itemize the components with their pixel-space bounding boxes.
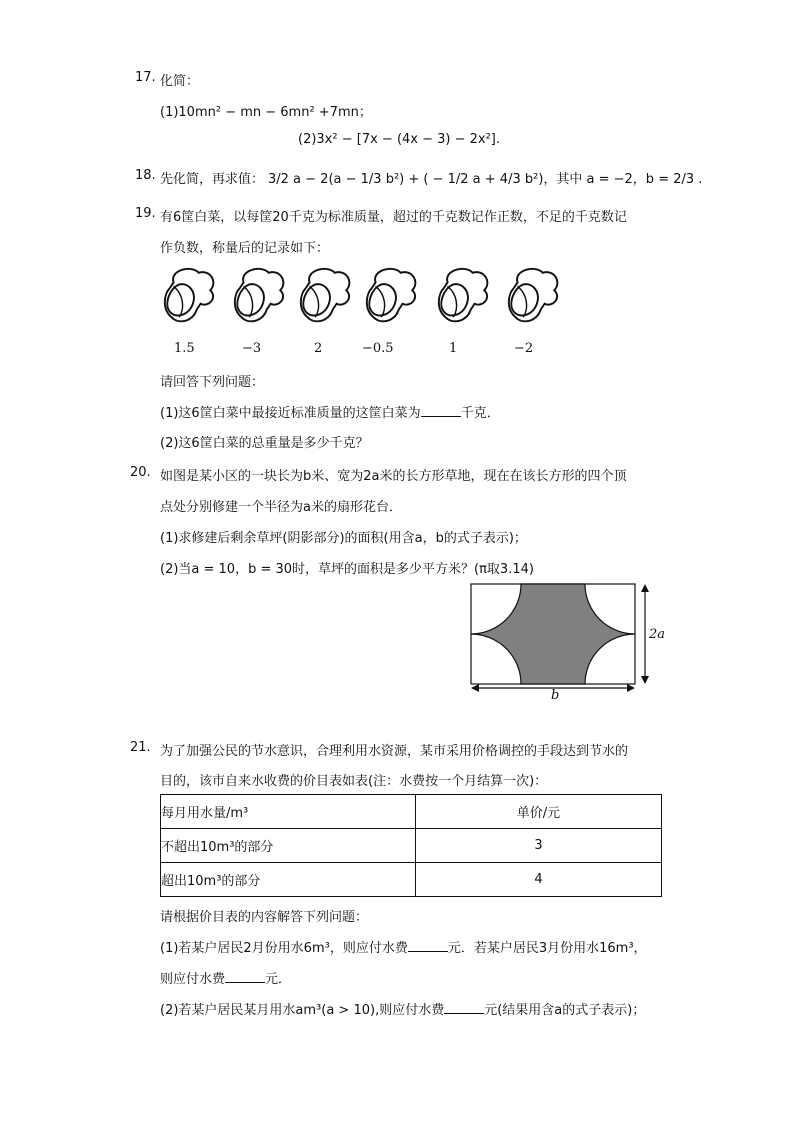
cabbage-icon <box>296 265 354 327</box>
q19-part1 <box>160 402 500 421</box>
q17-part1: (1)10mn² − mn − 6mn² +7mn； <box>160 105 372 120</box>
q20-line2: 点处分别修建一个半径为a米的扇形花台． <box>160 500 402 515</box>
q21-ask: 请根据价目表的内容解答下列问题： <box>160 910 369 925</box>
q21-part1-text: (1)若某户居民2月份用水6m³，则应付水费 <box>160 941 408 956</box>
table-header-row <box>161 795 662 829</box>
q19-part2: (2)这6筐白菜的总重量是多少千克？ <box>160 436 369 451</box>
weight-value: 1 <box>449 341 458 356</box>
q20-part2: (2)当a = 10，b = 30时，草坪的面积是多少平方米？(π取3.14) <box>160 562 534 577</box>
arrow-up-icon <box>641 584 649 592</box>
weight-value: −2 <box>514 341 534 356</box>
q20-line1: 如图是某小区的一块长为b米、宽为2a米的长方形草地，现在在该长方形的四个顶 <box>160 469 627 484</box>
q20-part1: (1)求修建后剩余草坪(阴影部分)的面积(用含a，b的式子表示)； <box>160 531 527 546</box>
q21-part1-unit: 元． <box>265 972 292 987</box>
table-row <box>161 863 662 897</box>
cabbage-icon <box>504 265 562 327</box>
table-header-cell: 单价/元 <box>416 795 662 829</box>
price-table <box>160 794 662 897</box>
q18-expression: 3/2 a − 2(a − 1/3 b²) + ( − 1/2 a + 4/3 b²)，其中 a = −2，b = 2/3 . <box>268 172 703 187</box>
answer-blank[interactable] <box>421 406 461 417</box>
cabbage-icon <box>230 265 288 327</box>
q19-line2: 作负数，称量后的记录如下： <box>160 241 330 256</box>
arrow-right-icon <box>627 684 635 692</box>
q18-number: 18. <box>135 168 156 183</box>
q21-part2 <box>160 999 645 1018</box>
q20-number: 20. <box>130 465 151 480</box>
table-cell: 4 <box>416 863 662 897</box>
q21-line1: 为了加强公民的节水意识，合理利用水资源，某市采用价格调控的手段达到节水的 <box>160 744 629 759</box>
table-cell: 超出10m³的部分 <box>161 863 416 897</box>
table-row <box>161 829 662 863</box>
answer-blank[interactable] <box>225 972 265 983</box>
lawn-figure <box>465 580 675 700</box>
q21-part1-cont <box>160 968 291 987</box>
cabbage-icon <box>160 265 218 327</box>
table-header-cell: 每月用水量/m³ <box>161 795 416 829</box>
width-label: b <box>551 688 560 700</box>
q21-part1-text2: 元．若某户居民3月份用水16m³， <box>447 941 647 956</box>
q21-part2-text: (2)若某户居民某月用水am³(a > 10),则应付水费 <box>160 1003 445 1018</box>
arrow-down-icon <box>641 676 649 684</box>
q17-title: 化简： <box>160 74 200 89</box>
q21-part1-text3: 则应付水费 <box>160 972 226 987</box>
q19-number: 19. <box>135 206 156 221</box>
table-cell: 不超出10m³的部分 <box>161 829 416 863</box>
q21-part2-text2: 元(结果用含a的式子表示)； <box>484 1003 646 1018</box>
table-cell: 3 <box>416 829 662 863</box>
answer-blank[interactable] <box>408 941 448 952</box>
q19-ask: 请回答下列问题： <box>160 375 265 390</box>
q19-part1-unit: 千克． <box>460 406 500 421</box>
arrow-left-icon <box>471 684 479 692</box>
q21-number: 21. <box>130 740 151 755</box>
q17-number: 17. <box>135 70 156 85</box>
weight-value: −0.5 <box>362 341 394 356</box>
cabbage-icon <box>362 265 420 327</box>
weight-value: 1.5 <box>174 341 195 356</box>
answer-blank[interactable] <box>444 1003 484 1014</box>
q19-part1-text: (1)这6筐白菜中最接近标准质量的这筐白菜为 <box>160 406 421 421</box>
q17-part2: (2)3x² − [7x − (4x − 3) − 2x²]. <box>298 132 501 147</box>
q21-line2: 目的，该市自来水收费的价目表如表(注：水费按一个月结算一次)： <box>160 774 548 789</box>
q21-part1 <box>160 937 647 956</box>
weight-value: −3 <box>242 341 262 356</box>
q18-lead: 先化简，再求值： <box>160 172 265 187</box>
weight-value: 2 <box>314 341 323 356</box>
q19-line1: 有6筐白菜，以每筐20千克为标准质量，超过的千克数记作正数，不足的千克数记 <box>160 210 627 225</box>
height-label: 2a <box>649 627 666 642</box>
cabbage-icon <box>434 265 492 327</box>
